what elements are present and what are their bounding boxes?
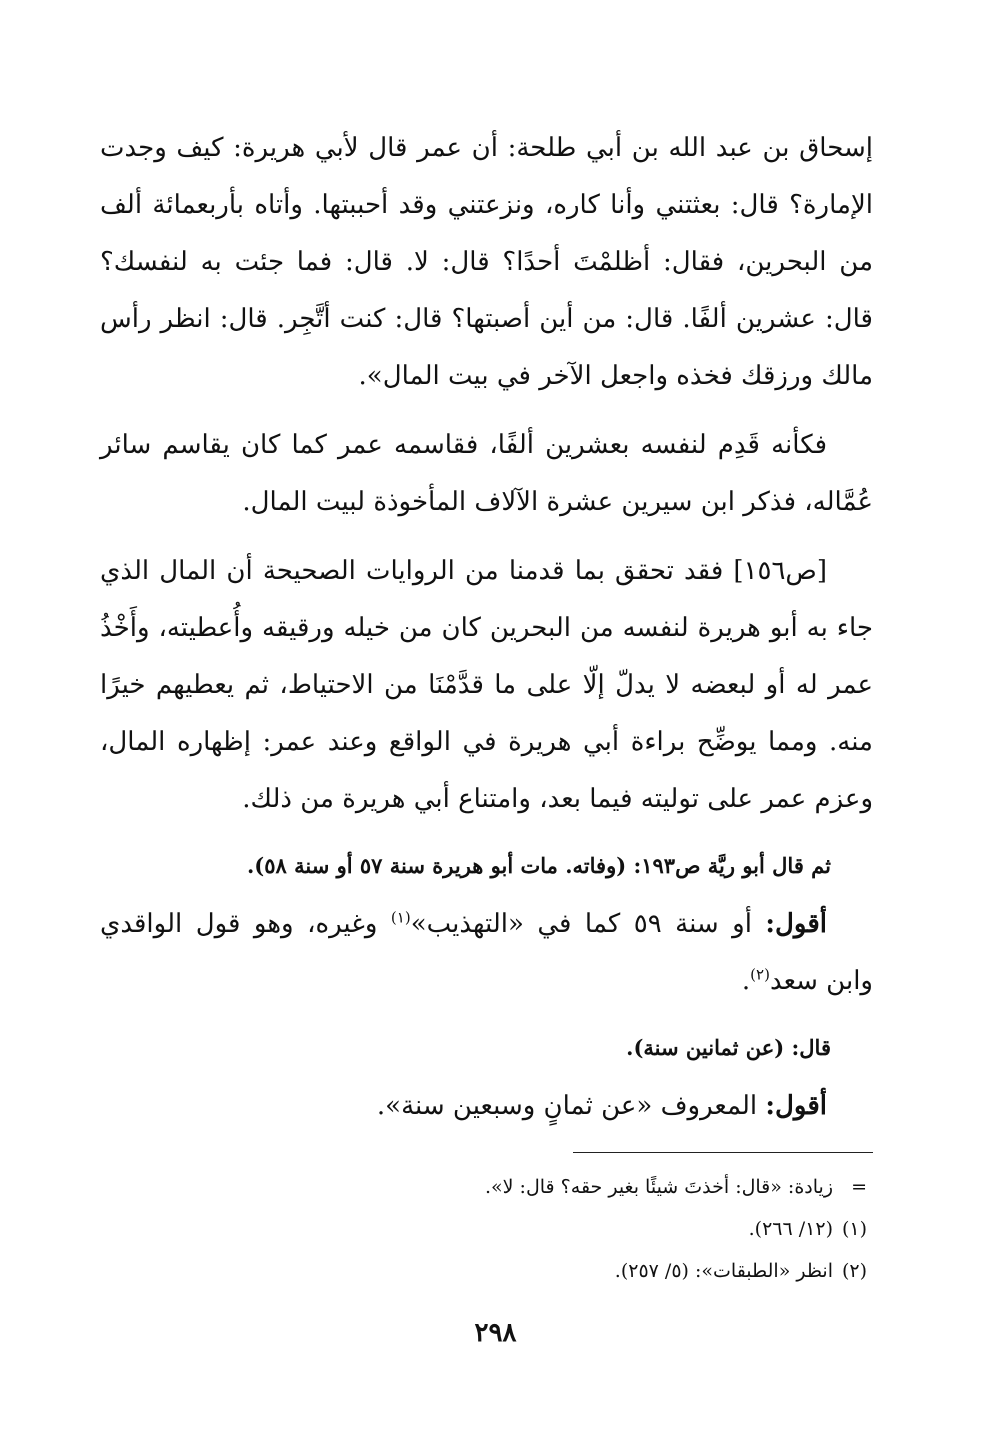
footnote-ref-1[interactable]: (١)	[390, 908, 411, 927]
footnote-marker: =	[851, 1176, 867, 1198]
quote-abu-rayya-death: ثم قال أبو ريَّة ص١٩٣: (وفاته. مات أبو هريرة سنة ٥٧ أو سنة ٥٨).	[246, 853, 831, 878]
reply-age-text: المعروف «عن ثمانٍ وسبعين سنة».	[376, 1091, 766, 1121]
footnote-2	[300, 1250, 867, 1292]
reply-age	[100, 1078, 873, 1135]
footnote-marker: (١)	[841, 1218, 867, 1240]
footnote-marker: (٢)	[841, 1260, 867, 1282]
reply-text-middle: وغيره، وهو قول الواقدي وابن سعد	[100, 909, 873, 996]
paragraph-conclusion: [ص١٥٦] فقد تحقق بما قدمنا من الروايات الصحيحة أن المال الذي جاء به أبو هريرة لنفسه من البحرين كان من خيله ورقيقه وأُعطيته، وأَخْذُ عمر له أو لبعضه لا يدلّ إلّا على ما قدَّمْنَا من الاحتياط، ثم يعطيهم خيرًا منه. ومما يوضِّح براءة أبي هريرة في الواقع وعند عمر: إظهاره المال، وعزم عمر على توليته فيما بعد، وامتناع أبي هريرة من ذلك.	[100, 556, 873, 814]
footnote-divider	[573, 1152, 873, 1153]
paragraph-narration: إسحاق بن عبد الله بن أبي طلحة: أن عمر قال لأبي هريرة: كيف وجدت الإمارة؟ قال: بعثتني وأنا كاره، ونزعتني وقد أحببتها. وأتاه بأربعمائة ألف من البحرين، فقال: أظلمْتَ أحدًا؟ قال: لا. قال: فما جئت به لنفسك؟ قال: عشرين ألفًا. قال: من أين أصبتها؟ قال: كنت أتَّجِر. قال: انظر رأس مالك ورزقك فخذه واجعل الآخر في بيت المال».	[100, 133, 873, 391]
reply-label: أقول:	[765, 909, 827, 939]
footnote-continuation	[300, 1166, 867, 1208]
paragraph-division: فكأنه قَدِم لنفسه بعشرين ألفًا، فقاسمه عمر كما كان يقاسم سائر عُمَّاله، فذكر ابن سيرين عشرة الآلاف المأخوذة لبيت المال.	[100, 430, 873, 517]
quote-age: قال: (عن ثمانين سنة).	[626, 1035, 831, 1060]
footnote-text: انظر «الطبقات»: (٥/ ٢٥٧).	[614, 1260, 833, 1282]
reply-label: أقول:	[765, 1091, 827, 1121]
page-number: ٢٩٨	[474, 1318, 517, 1348]
footnote-ref-2[interactable]: (٢)	[750, 965, 770, 984]
reply-death-year	[100, 896, 873, 1010]
reply-text-before: أو سنة ٥٩ كما في «التهذيب»	[410, 909, 766, 939]
reply-text-after: .	[741, 966, 751, 996]
footnote-text: (١٢/ ٢٦٦).	[748, 1218, 833, 1240]
footnote-1	[300, 1208, 867, 1250]
footnotes-section	[300, 1166, 867, 1292]
footnote-text: زيادة: «قال: أخذتَ شيئًا بغير حقه؟ قال: لا».	[485, 1176, 833, 1198]
